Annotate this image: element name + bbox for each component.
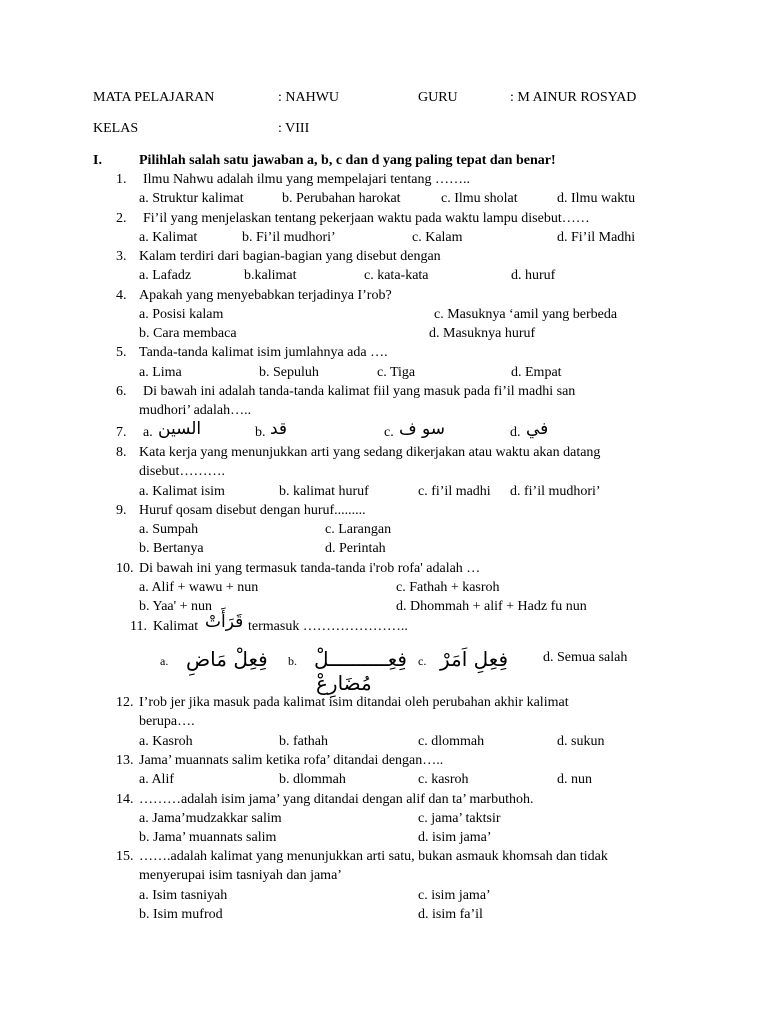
option-a: a. Jama’mudzakkar salim [139,811,282,826]
option-a: a. Alif + wawu + nun [139,580,259,595]
option-b: b. Bertanya [139,541,204,556]
question-text-pre: Kalimat [153,619,199,634]
option-d: d. sukun [557,734,605,749]
option-c: c. Ilmu sholat [441,191,518,206]
option-c: c. dlommah [418,734,485,749]
option-a: a. Sumpah [139,522,199,537]
option-a: a. Kalimat isim [139,484,225,499]
question-text-post: termasuk ………………….. [248,619,408,634]
option-b-arabic-cont: مُضَارِعْ [316,671,372,695]
question-number: 6. [116,384,127,399]
question-number: 9. [116,503,127,518]
option-d: d. Empat [511,365,562,380]
option-a: a. Lafadz [139,268,192,283]
question-text-cont: menyerupai isim tasniyah dan jama’ [139,868,342,883]
option-b: b. fathah [279,734,328,749]
option-d: d. isim fa’il [418,907,483,922]
question-number: 2. [116,211,127,226]
question-number: 11. [130,619,147,634]
option-a: a. Kasroh [139,734,193,749]
question-text: Huruf qosam disebut dengan huruf......... [139,503,366,518]
option-a-arabic: فِعِلْ مَاضِ [186,647,268,671]
option-c: c. fi’il madhi [418,484,491,499]
question-number: 5. [116,345,127,360]
subject-label: MATA PELAJARAN [93,90,215,105]
subject-value: : NAHWU [278,90,340,105]
option-d: d. huruf [511,268,556,283]
question-number: 13. [116,753,134,768]
option-a: a. Isim tasniyah [139,888,228,903]
question-text: Di bawah ini yang termasuk tanda-tanda i'rob rofa' adalah … [139,561,481,576]
option-b: b. Cara membaca [139,326,237,341]
question-number: 14. [116,792,134,807]
option-d: d. nun [557,772,592,787]
option-a: a. Posisi kalam [139,307,224,322]
option-b-arabic: فِعِــــــــــلْ [314,647,407,671]
question-text: Apakah yang menyebabkan terjadinya I’rob? [139,288,392,303]
option-a-prefix: a. [160,654,169,668]
option-b: b. Sepuluh [259,365,319,380]
question-text: Di bawah ini adalah tanda-tanda kalimat fiil yang masuk pada fi’il madhi san [143,384,576,399]
question-text-cont: berupa…. [139,714,195,729]
question-number: 1. [116,172,127,187]
question-text: ………adalah isim jama’ yang ditandai dengan alif dan ta’ marbuthoh. [139,792,534,807]
question-number: 15. [116,849,134,864]
option-a-arabic: السين [158,419,202,439]
option-d: d. Dhommah + alif + Hadz fu nun [396,599,587,614]
question-text: I’rob jer jika masuk pada kalimat isim ditandai oleh perubahan akhir kalimat [139,695,569,710]
question-arabic-word: قَرَأَتْ [205,612,244,632]
question-text: Kata kerja yang menunjukkan arti yang sedang dikerjakan atau waktu akan datang [139,445,601,460]
option-c: c. isim jama’ [418,888,491,903]
option-b: b. Fi’il mudhori’ [242,230,336,245]
option-c: c. Fathah + kasroh [396,580,500,595]
option-b-prefix: b. [288,654,297,668]
option-c: c. kata-kata [364,268,429,283]
option-d: d. Ilmu waktu [557,191,636,206]
option-a-prefix: a. [143,425,153,440]
question-number: 10. [116,561,134,576]
option-b: b. Perubahan harokat [282,191,401,206]
question-number: 12. [116,695,134,710]
option-b-prefix: b. [255,425,266,440]
option-b: b. dlommah [279,772,346,787]
class-value: : VIII [278,121,310,136]
option-c: c. Kalam [412,230,463,245]
option-c-prefix: c. [418,654,427,668]
option-c-arabic: سو ف [399,419,446,439]
option-b: b. kalimat huruf [279,484,369,499]
question-text-cont: mudhori’ adalah….. [139,403,252,418]
teacher-value: : M AINUR ROSYAD [510,90,637,105]
question-number: 7. [116,425,127,440]
option-d: d. Masuknya huruf [429,326,536,341]
section-number: I. [93,153,102,168]
question-text: Ilmu Nahwu adalah ilmu yang mempelajari tentang …….. [143,172,470,187]
option-d: d. Semua salah [543,650,628,665]
option-b: b. Isim mufrod [139,907,223,922]
option-c: c. kasroh [418,772,469,787]
option-c: c. Masuknya ‘amil yang berbeda [434,307,618,322]
question-text: Fi’il yang menjelaskan tentang pekerjaan waktu pada waktu lampu disebut…… [143,211,590,226]
option-c-prefix: c. [384,425,394,440]
question-text-cont: disebut………. [139,464,225,479]
question-text: Jama’ muannats salim ketika rofa’ ditandai dengan….. [139,753,444,768]
question-text: Tanda-tanda kalimat isim jumlahnya ada …. [139,345,388,360]
option-a: a. Alif [139,772,174,787]
option-d: d. Fi’il Madhi [557,230,636,245]
question-text: …….adalah kalimat yang menunjukkan arti satu, bukan asmauk khomsah dan tidak [139,849,608,864]
section-instruction: Pilihlah salah satu jawaban a, b, c dan d yang paling tepat dan benar! [139,153,556,168]
option-c: c. Larangan [325,522,392,537]
question-number: 4. [116,288,127,303]
option-b: b. Yaa' + nun [139,599,213,614]
option-a: a. Lima [139,365,182,380]
question-text: Kalam terdiri dari bagian-bagian yang disebut dengan [139,249,441,264]
option-d: d. isim jama’ [418,830,492,845]
option-c: c. Tiga [377,365,416,380]
option-d: d. Perintah [325,541,386,556]
option-b-arabic: قد [270,419,288,439]
option-d-arabic: في [526,419,549,439]
question-number: 8. [116,445,127,460]
option-c-arabic: فِعِلِ اَمَرْ [440,647,509,671]
class-label: KELAS [93,121,139,136]
option-c: c. jama’ taktsir [418,811,501,826]
option-a: a. Kalimat [139,230,198,245]
teacher-label: GURU [418,90,458,105]
option-b: b.kalimat [244,268,297,283]
option-d: d. fi’il mudhori’ [510,484,601,499]
question-number: 3. [116,249,127,264]
option-b: b. Jama’ muannats salim [139,830,277,845]
option-a: a. Struktur kalimat [139,191,244,206]
option-d-prefix: d. [510,425,521,440]
